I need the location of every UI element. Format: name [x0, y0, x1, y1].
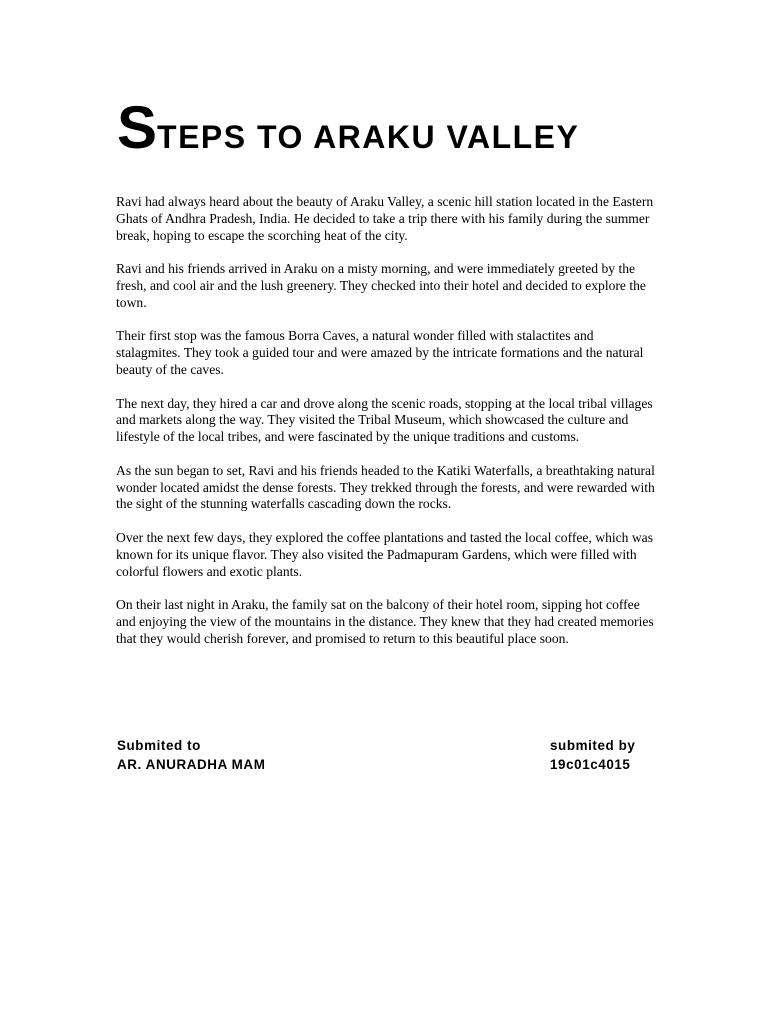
- paragraph: Ravi and his friends arrived in Araku on a misty morning, and were immediately greeted by the fresh, and cool air and the lush greenery. They checked into their hotel and decided to explore the town.: [116, 261, 646, 310]
- paragraph: On their last night in Araku, the family sat on the balcony of their hotel room, sipping hot coffee and enjoying the view of the mountains in the distance. They knew that they had created memories that they would cherish forever, and promised to return to this beautiful place soon.: [116, 597, 654, 646]
- title-rest: TEPS TO ARAKU VALLEY: [157, 119, 580, 155]
- submitted-by-id: 19c01c4015: [550, 757, 631, 772]
- submitted-to-name: AR. ANURADHA MAM: [117, 757, 266, 772]
- paragraph: Ravi had always heard about the beauty of Araku Valley, a scenic hill station located in the Eastern Ghats of Andhra Pradesh, India. He decided to take a trip there with his family during the summer break, hoping to escape the scorching heat of the city.: [116, 194, 654, 243]
- paragraph: Their first stop was the famous Borra Caves, a natural wonder filled with stalactites and stalagmites. They took a guided tour and were amazed by the intricate formations and the natural beauty of the caves.: [116, 328, 644, 377]
- story-body: [116, 194, 656, 664]
- paragraph: Over the next few days, they explored the coffee plantations and tasted the local coffee, which was known for its unique flavor. They also visited the Padmapuram Gardens, which were filled with colorful flowers and exotic plants.: [116, 529, 654, 579]
- title-first-letter: S: [117, 94, 158, 161]
- paragraph: As the sun began to set, Ravi and his friends headed to the Katiki Waterfalls, a breathtaking natural wonder located amidst the dense forests. They trekked through the forests, and were rewarded with the sight of the stunning waterfalls cascading down the rocks.: [116, 462, 655, 512]
- submitted-to-block: [117, 736, 265, 774]
- submitted-by-label: submited by: [550, 738, 636, 753]
- submitted-to-label: Submited to: [117, 738, 201, 753]
- paragraph: The next day, they hired a car and drove along the scenic roads, stopping at the local tribal villages and markets along the way. They visited the Tribal Museum, which showcased the culture and lifestyle of the local tribes, and were fascinated by the unique traditions and customs.: [116, 395, 653, 445]
- submitted-by-block: [550, 736, 635, 774]
- page-title: [117, 94, 580, 161]
